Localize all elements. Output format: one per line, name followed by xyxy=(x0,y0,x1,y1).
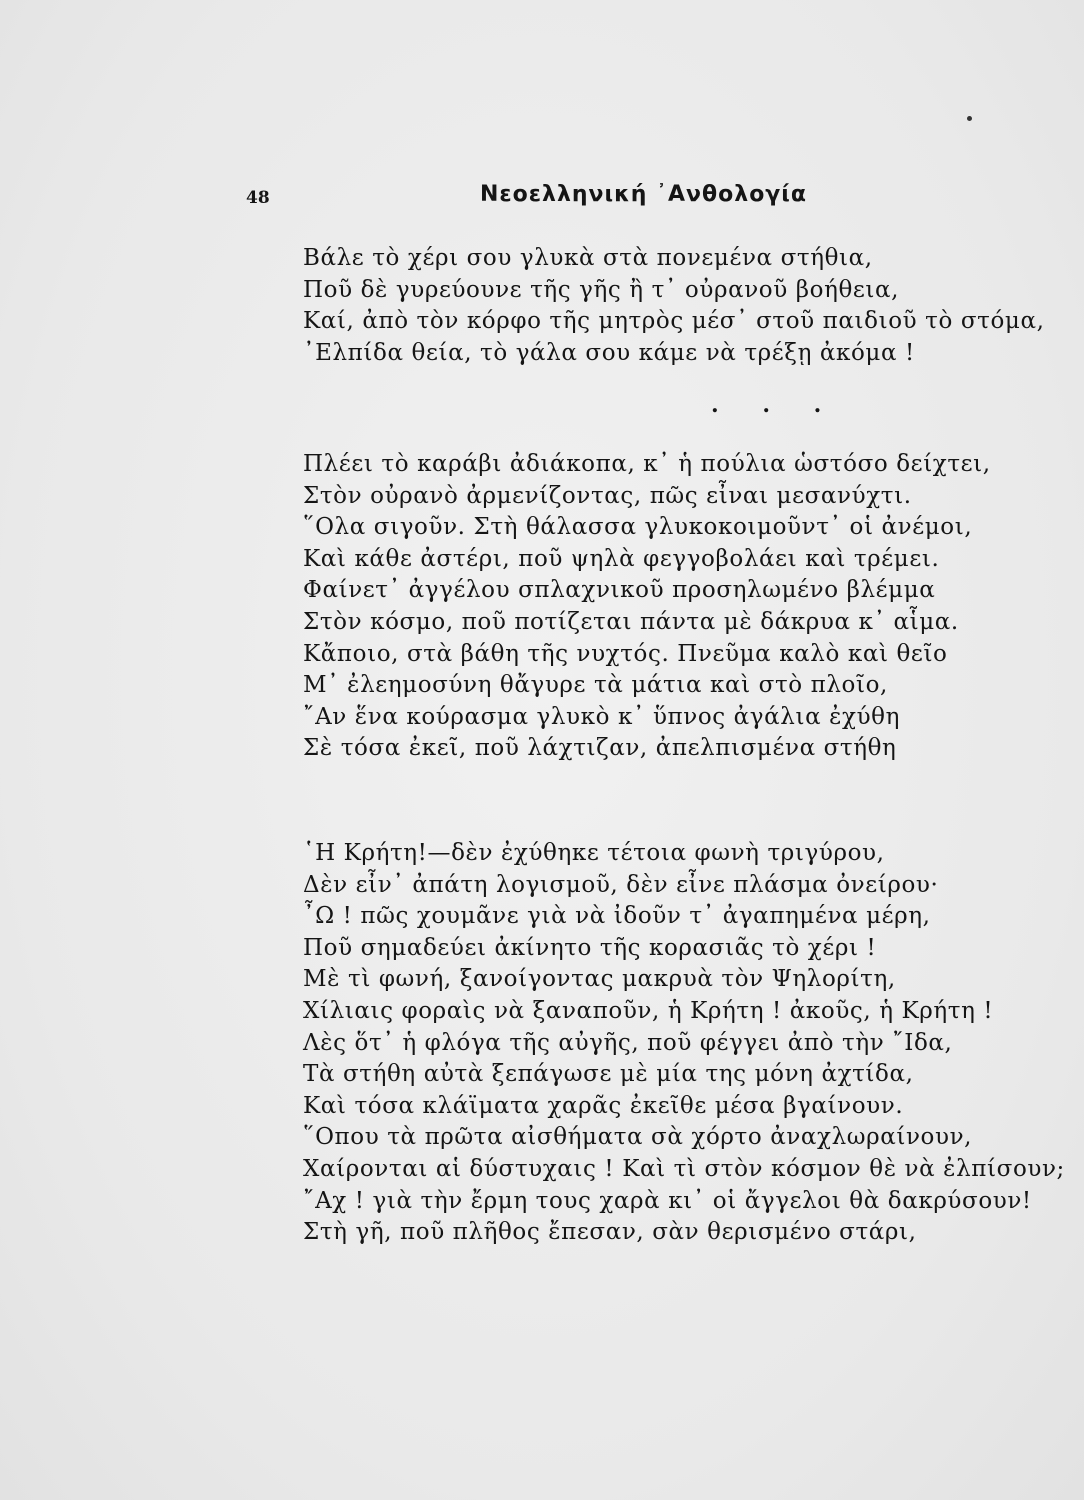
verse-line: Τὰ στήθη αὐτὰ ξεπάγωσε μὲ μία της μόνη ἀχτίδα, xyxy=(303,1061,914,1088)
verse-line: ῞Οπου τὰ πρῶτα αἰσθήματα σὰ χόρτο ἀναχλωραίνουν, xyxy=(303,1124,973,1151)
verse-line: Στὸν οὐρανὸ ἀρμενίζοντας, πῶς εἶναι μεσανύχτι. xyxy=(303,482,912,509)
verse-line: Σὲ τόσα ἐκεῖ, ποῦ λάχτιζαν, ἀπελπισμένα στήθη xyxy=(303,735,897,762)
verse-line: Πλέει τὸ καράβι ἀδιάκοπα, κ᾽ ἡ πούλια ὡστόσο δείχτει, xyxy=(303,451,991,477)
page-number: 48 xyxy=(246,188,270,208)
verse-line: Χίλιαις φοραὶς νὰ ξαναποῦν, ἡ Κρήτη ! ἀκοῦς, ἡ Κρήτη ! xyxy=(303,997,994,1024)
verse-line: Μ᾽ ἐλεημοσύνη θἄγυρε τὰ μάτια καὶ στὸ πλοῖο, xyxy=(303,672,888,699)
verse-line: Φαίνετ᾽ ἀγγέλου σπλαχνικοῦ προσηλωμένο βλέμμα xyxy=(303,577,936,604)
verse-line: ῾Η Κρήτη!—δὲν ἐχύθηκε τέτοια φωνὴ τριγύρου, xyxy=(303,840,885,866)
verse-line: Ποῦ σημαδεύει ἀκίνητο τῆς κορασιᾶς τὸ χέρι ! xyxy=(303,934,877,961)
verse-line: Μὲ τὶ φωνή, ξανοίγοντας μακρυὰ τὸν Ψηλορίτη, xyxy=(303,966,896,993)
verse-line: ῎Αχ ! γιὰ τὴν ἔρμη τους χαρὰ κι᾽ οἱ ἄγγελοι θὰ δακρύσουν! xyxy=(303,1187,1032,1214)
verse-line: Στὸν κόσμο, ποῦ ποτίζεται πάντα μὲ δάκρυα κ᾽ αἷμα. xyxy=(303,608,959,635)
verse-line: ῞Ολα σιγοῦν. Στὴ θάλασσα γλυκοκοιμοῦντ᾽ οἱ ἀνέμοι, xyxy=(303,514,973,541)
verse-line: ῏Ω ! πῶς χουμᾶνε γιὰ νὰ ἰδοῦν τ᾽ ἀγαπημένα μέρη, xyxy=(303,903,931,930)
verse-line: Δὲν εἶν᾽ ἀπάτη λογισμοῦ, δὲν εἶνε πλάσμα ὀνείρου· xyxy=(303,871,939,898)
stanza-separator: . . . xyxy=(711,392,840,418)
verse-line: Καὶ κάθε ἀστέρι, ποῦ ψηλὰ φεγγοβολάει καὶ τρέμει. xyxy=(303,545,940,572)
stanza-1 xyxy=(303,243,1063,369)
running-title: Νεοελληνική ᾽Ανθολογία xyxy=(480,182,807,207)
stanza-2 xyxy=(303,449,1063,765)
verse-line: Καί, ἀπὸ τὸν κόρφο τῆς μητρὸς μέσ᾽ στοῦ παιδιοῦ τὸ στόμα, xyxy=(303,308,1045,335)
verse-line: Λὲς ὅτ᾽ ἡ φλόγα τῆς αὐγῆς, ποῦ φέγγει ἀπὸ τὴν ῎Ιδα, xyxy=(303,1029,953,1056)
verse-line: ῎Αν ἕνα κούρασμα γλυκὸ κ᾽ ὕπνος ἀγάλια ἐχύθη xyxy=(303,703,900,730)
page-header xyxy=(0,182,1084,212)
verse-line: Χαίρονται αἱ δύστυχαις ! Καὶ τὶ στὸν κόσμον θὲ νὰ ἐλπίσουν; xyxy=(303,1155,1065,1182)
stanza-3 xyxy=(303,838,1063,1249)
verse-line: Ποῦ δὲ γυρεύουνε τῆς γῆς ἢ τ᾽ οὐρανοῦ βοήθεια, xyxy=(303,276,900,303)
verse-line: ᾽Ελπίδα θεία, τὸ γάλα σου κάμε νὰ τρέξῃ ἀκόμα ! xyxy=(303,339,915,366)
ink-speck xyxy=(967,116,972,121)
verse-line: Στὴ γῆ, ποῦ πλῆθος ἔπεσαν, σὰν θερισμένο στάρι, xyxy=(303,1219,917,1246)
verse-line: Καὶ τόσα κλάϊματα χαρᾶς ἐκεῖθε μέσα βγαίνουν. xyxy=(303,1092,904,1119)
verse-line: Βάλε τὸ χέρι σου γλυκὰ στὰ πονεμένα στήθια, xyxy=(303,245,873,271)
verse-line: Κἄποιο, στὰ βάθη τῆς νυχτός. Πνεῦμα καλὸ καὶ θεῖο xyxy=(303,640,948,667)
